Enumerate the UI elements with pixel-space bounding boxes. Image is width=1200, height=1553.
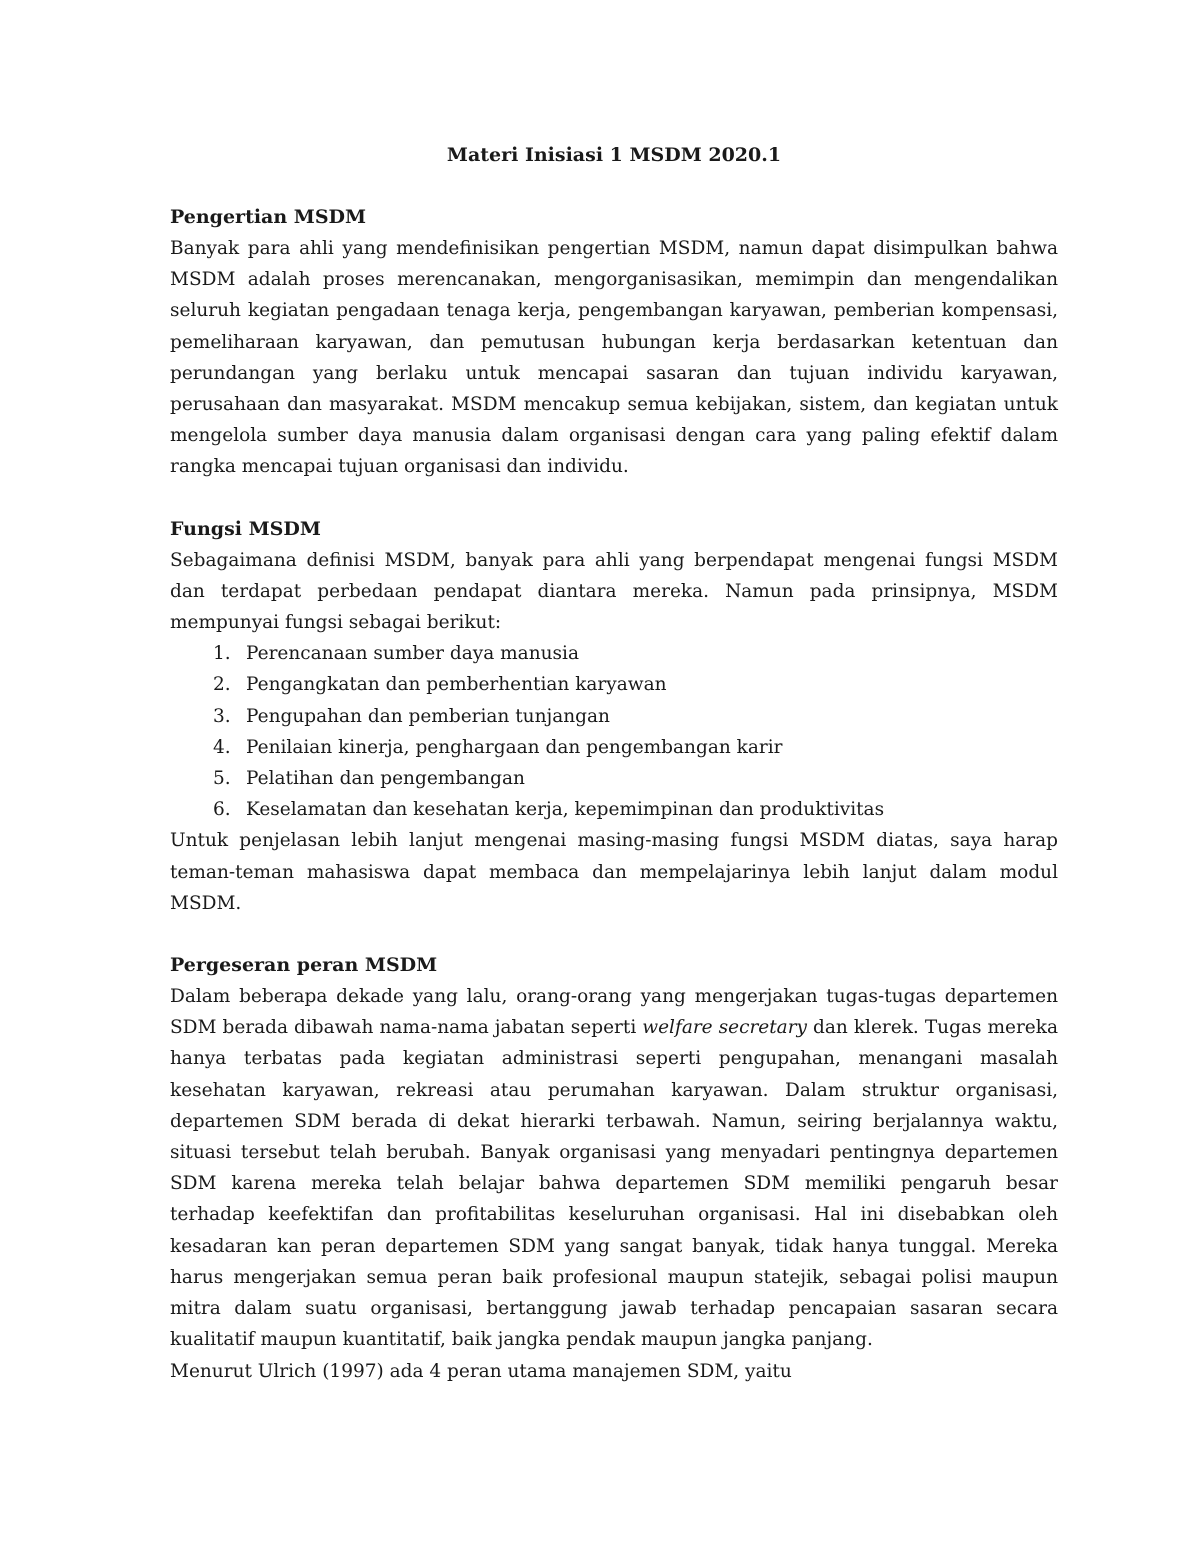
list-item-text: Pengupahan dan pemberian tunjangan (246, 705, 610, 727)
list-item-text: Pengangkatan dan pemberhentian karyawan (246, 674, 667, 696)
italic-term: welfare secretary (642, 1017, 808, 1039)
section-fungsi (170, 514, 1058, 919)
list-item (170, 732, 1058, 763)
list-item (170, 701, 1058, 732)
list-item (170, 638, 1058, 669)
paragraph-ulrich: Menurut Ulrich (1997) ada 4 peran utama manajemen SDM, yaitu (170, 1360, 792, 1382)
paragraph-fungsi-outro: Untuk penjelasan lebih lanjut mengenai masing-masing fungsi MSDM diatas, saya harap teman-teman mahasiswa dapat membaca dan mempelajarinya lebih lanjut dalam modul MSDM. (170, 830, 1058, 914)
document-title: Materi Inisiasi 1 MSDM 2020.1 (446, 144, 782, 166)
fungsi-list (170, 638, 1058, 825)
paragraph-fungsi-intro: Sebagaimana definisi MSDM, banyak para ahli yang berpendapat mengenai fungsi MSDM dan terdapat perbedaan pendapat diantara mereka. Namun pada prinsipnya, MSDM mempunyai fungsi sebagai berikut: (170, 549, 1058, 634)
list-item-number: 6. (213, 799, 231, 821)
paragraph-text: dan klerek. Tugas mereka hanya terbatas pada kegiatan administrasi seperti pengupahan, menangani masalah kesehatan karyawan, rekreasi atau perumahan karyawan. Dalam struktur organisasi, departemen SDM berada di dekat hierarki terbawah. Namun, seiring berjalannya waktu, situasi tersebut telah berubah. Banyak organisasi yang menyadari pentingnya departemen SDM karena mereka telah belajar bahwa departemen SDM memiliki pengaruh besar terhadap keefektifan dan profitabilitas keseluruhan organisasi. Hal ini disebabkan oleh kesadaran kan peran departemen SDM yang sangat banyak, tidak hanya tunggal. Mereka harus mengerjakan semua peran baik profesional maupun statejik, sebagai polisi maupun mitra dalam suatu organisasi, bertanggung jawab terhadap pencapaian sasaran secara kualitatif maupun kuantitatif, baik jangka pendak maupun jangka panjang. (170, 1017, 1058, 1351)
paragraph-text: Dalam beberapa dekade yang lalu, orang-orang yang mengerjakan tugas-tugas departemen SDM berada dibawah nama-nama jabatan seperti (170, 986, 1058, 1039)
list-item-number: 1. (213, 643, 231, 665)
paragraph-pengertian: Banyak para ahli yang mendefinisikan pengertian MSDM, namun dapat disimpulkan bahwa MSDM adalah proses merencanakan, mengorganisasikan, memimpin dan mengendalikan seluruh kegiatan pengadaan tenaga kerja, pengembangan karyawan, pemberian kompensasi, pemeliharaan karyawan, dan pemutusan hubungan kerja berdasarkan ketentuan dan perundangan yang berlaku untuk mencapai sasaran dan tujuan individu karyawan, perusahaan dan masyarakat. MSDM mencakup semua kebijakan, sistem, dan kegiatan untuk mengelola sumber daya manusia dalam organisasi dengan cara yang paling efektif dalam rangka mencapai tujuan organisasi dan individu. (170, 238, 1058, 478)
section-pengertian (170, 202, 1058, 483)
list-item-text: Pelatihan dan pengembangan (246, 768, 525, 790)
heading-pergeseran: Pergeseran peran MSDM (170, 954, 438, 977)
heading-fungsi: Fungsi MSDM (170, 517, 321, 540)
list-item-text: Penilaian kinerja, penghargaan dan pengembangan karir (246, 736, 783, 758)
list-item (170, 763, 1058, 794)
list-item-text: Perencanaan sumber daya manusia (246, 643, 579, 665)
paragraph-pergeseran (170, 981, 1058, 1355)
list-item (170, 669, 1058, 700)
section-pergeseran (170, 950, 1058, 1387)
list-item-number: 4. (213, 736, 231, 758)
list-item-text: Keselamatan dan kesehatan kerja, kepemimpinan dan produktivitas (246, 799, 885, 821)
list-item (170, 794, 1058, 825)
document-page (170, 140, 1058, 1387)
list-item-number: 5. (213, 768, 231, 790)
list-item-number: 2. (213, 674, 231, 696)
list-item-number: 3. (213, 705, 231, 727)
heading-pengertian: Pengertian MSDM (170, 206, 367, 228)
